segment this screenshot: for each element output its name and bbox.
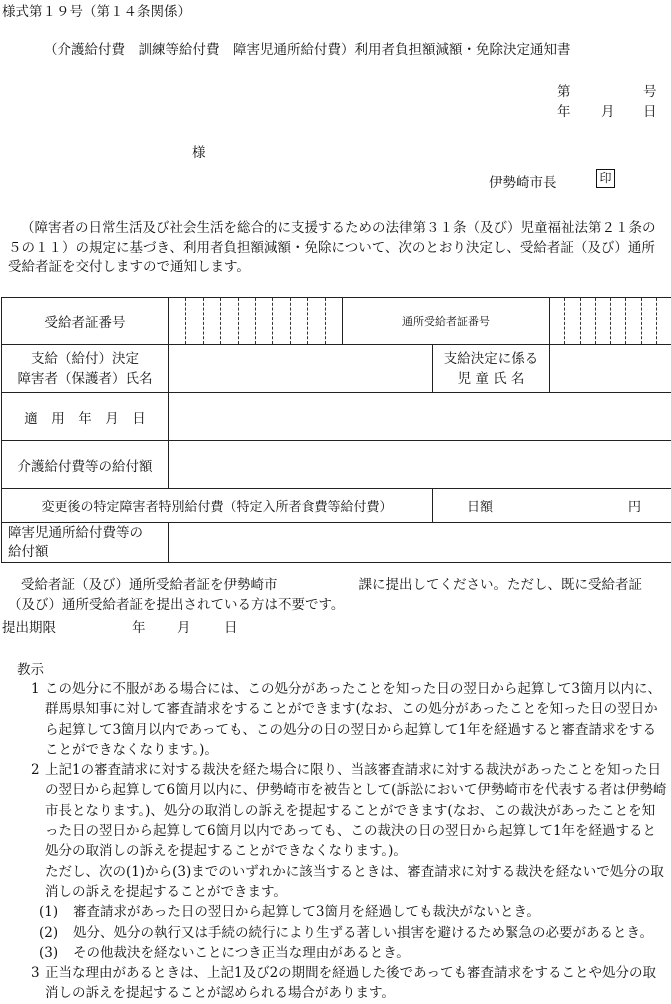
effective-date-label: 適 用 年 月 日 [2, 393, 169, 441]
submission-notice: 受給者証（及び）通所受給者証を伊勢崎市 課に提出してください。ただし、既に受給者証（及び）通所受給者証を提出されている方は不要です。 [8, 576, 668, 615]
child-benefit-amount-field [169, 523, 671, 563]
instruction-subitem-number: (3) [39, 943, 58, 963]
instruction-item-number: 2 [31, 760, 40, 780]
deadline-day: 日 [224, 616, 238, 636]
payee-name-label [2, 345, 169, 393]
date-day: 日 [643, 100, 657, 120]
instruction-subitem-text: 審査請求があった日の翌日から起算して3箇月を経過しても裁決がないとき。 [73, 904, 540, 920]
care-benefit-amount-label: 介護給付費等の給付額 [2, 441, 169, 489]
child-name-label [433, 345, 550, 393]
payee-name-label-line1: 支給（給付）決定 [2, 349, 168, 369]
document-title: （介護給付費 訓練等給付費 障害児通所給付費）利用者負担額減額・免除決定通知書 [44, 38, 571, 58]
recipient-cert-no-label: 受給者証番号 [2, 298, 169, 345]
instruction-subitem [31, 902, 667, 922]
effective-date-field [169, 393, 671, 441]
instruction-subitem [31, 943, 667, 963]
recipient-cert-no-boxes [169, 298, 343, 345]
instruction-subitem [31, 923, 667, 943]
child-name-field [550, 345, 671, 393]
child-benefit-amount-label [2, 523, 169, 563]
deadline-year: 年 [132, 616, 146, 636]
seal-stamp: 印 [596, 169, 615, 188]
form-number: 様式第１９号（第１４条関係） [2, 0, 191, 20]
instruction-list [31, 679, 667, 1004]
instruction-subitem-text: その他裁決を経ないことにつき正当な理由があるとき。 [73, 945, 410, 961]
date-year: 年 [557, 100, 571, 120]
instruction-item-proviso: ただし、次の(1)から(3)までのいずれかに該当するときは、審査請求に対する裁決を経ないで処分の取消しの訴えを提起することができます。 [31, 862, 667, 903]
child-name-label-line2: 児 童 氏 名 [433, 369, 549, 389]
daily-amount-label: 日額 [467, 496, 493, 515]
special-benefit-field [433, 489, 671, 523]
deadline-label: 提出期限 [2, 620, 56, 636]
instruction-item [31, 963, 667, 1004]
instruction-subitem-text: 処分、処分の執行又は手続の続行により生ずる著しい損害を避けるため緊急の必要があるとき。 [73, 925, 653, 941]
date-month: 月 [601, 100, 615, 120]
deadline-month: 月 [177, 616, 191, 636]
child-name-label-line1: 支給決定に係る [433, 349, 549, 369]
number-label: 第 [557, 80, 571, 100]
instruction-subitem-number: (2) [39, 923, 58, 943]
care-benefit-amount-field [169, 441, 671, 489]
number-suffix: 号 [643, 80, 657, 100]
decision-table [1, 297, 671, 563]
instruction-item [31, 760, 667, 861]
submission-deadline [2, 616, 56, 636]
instruction-item-number: 1 [31, 679, 40, 699]
instruction-item-text: 正当な理由があるときは、上記1及び2の期間を経過した後であっても審査請求をすることや処分の取消しの訴えを提起することが認められる場合があります。 [45, 965, 656, 1001]
instruction-item-text: 上記1の審査請求に対する裁決を経た場合に限り、当該審査請求に対する裁決があったことを知った日の翌日から起算して6箇月以内に、伊勢崎市を被告として(訴訟において伊勢崎市を代表する者は伊勢崎市長となります。)、処分の取消しの訴えを提起することができます(なお、この裁決があったことを知った日の翌日から起算して6箇月以内であっても、この裁決の日の翌日から起算して1年を経過すると処分の取消しの訴えを提起することができなくなります。)。 [45, 762, 666, 859]
intro-paragraph: （障害者の日常生活及び社会生活を総合的に支援するための法律第３１条（及び）児童福祉法第２１条の５の１１）の規定に基づき、利用者負担額減額・免除について、次のとおり決定し、受給者証（及び）通所受給者証を交付しますので通知します。 [8, 219, 668, 278]
payee-name-field [169, 345, 433, 393]
payee-name-label-line2: 障害者（保護者）氏名 [2, 369, 168, 389]
child-benefit-label-line2: 給付額 [8, 543, 168, 562]
day-service-cert-no-label: 通所受給者証番号 [343, 298, 550, 345]
instruction-item-number: 3 [31, 963, 40, 983]
addressee-suffix: 様 [192, 141, 206, 161]
instruction-heading: 教示 [17, 658, 44, 678]
instruction-item-text: この処分に不服がある場合には、この処分があったことを知った日の翌日から起算して3箇月以内に、群馬県知事に対して審査請求をすることができます(なお、この処分があったことを知った日の翌日から起算して3箇月以内であっても、この処分の日の翌日から起算して1年を経過すると審査請求をすることができなくなります。)。 [45, 681, 661, 758]
child-benefit-label-line1: 障害児通所給付費等の [8, 524, 168, 543]
instruction-item [31, 679, 667, 760]
issuer-name: 伊勢崎市長 [489, 171, 557, 191]
instruction-subitem-number: (1) [39, 902, 58, 922]
yen-unit: 円 [628, 496, 641, 515]
day-service-cert-no-boxes [550, 298, 671, 345]
special-benefit-label: 変更後の特定障害者特別給付費（特定入所者食費等給付費） [2, 489, 433, 523]
